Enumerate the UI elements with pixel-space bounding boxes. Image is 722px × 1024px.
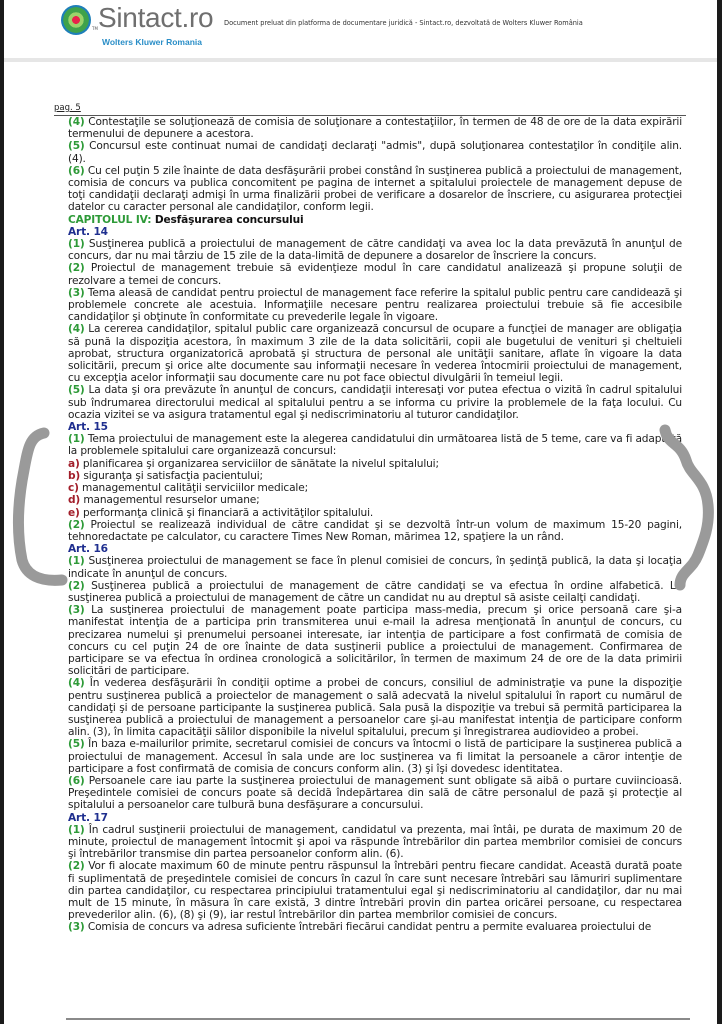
chapter-title: Desfăşurarea concursului (151, 213, 304, 226)
paragraph (68, 287, 682, 324)
list-item (68, 458, 682, 470)
paragraph (68, 140, 682, 164)
paragraph-text: Persoanele care iau parte la susţinerea proiectului de management sunt obligate să aibă o purtare cuviincioasă. Preşedintele comisiei de concurs poate să decidă îndepărtarea din sală de către personalul de pază şi protecţie al spitalului a persoanelor care tulbură buna desfăşurare a concursului. (68, 774, 682, 812)
page-bottom-divider (66, 1018, 690, 1020)
paragraph-number: (2) (68, 860, 85, 873)
paragraph-text: Tema aleasă de candidat pentru proiectul de management face referire la spitalul public pentru care candidează şi problemele concrete ale acestuia. Informaţiile necesare pentru realizarea proiectului trebuie să fie accesibile candidaţilor şi obţinute în conformitate cu prevederile legale în vigoare. (68, 286, 682, 324)
paragraph (68, 238, 682, 262)
paragraph-number: (3) (68, 286, 85, 299)
paragraph (68, 824, 682, 861)
list-item (68, 494, 682, 506)
paragraph-number: (1) (68, 823, 85, 836)
brand-subtitle: Wolters Kluwer Romania (102, 37, 202, 47)
paragraph-text: În baza e-mailurilor primite, secretarul comisiei de concurs va întocmi o listă de participare la susţinerea publică a proiectului de management. Accesul în sala unde are loc susţinerea va fi limitat la persoanele a căror intenţie de participare a fost confirmată de comisia de concurs conform alin. (3) şi îşi dovedesc identitatea. (68, 738, 682, 775)
paragraph-number: (4) (68, 323, 85, 336)
paragraph (68, 116, 682, 140)
list-letter: d) (68, 494, 81, 507)
paragraph-number: (6) (68, 164, 85, 177)
paragraph-number: (4) (68, 116, 85, 128)
paragraph (68, 604, 682, 677)
list-text: managementul resurselor umane; (80, 494, 260, 507)
paragraph-text: Proiectul de management trebuie să evidenţieze modul în care candidatul analizează şi propune soluţii de rezolvare a temei de concurs. (68, 262, 682, 287)
paragraph-text: În vederea desfăşurării în condiţii optime a probei de concurs, consiliul de administraţie va pune la dispoziţie pentru susţinerea publică a proiectelor de management o sală adecvată la nivelul spitalului în raport cu numărul de candidaţi şi de persoane participante la susţinerea publică. Sala pusă la dispoziţie va trebui să permită participarea la susţinerea publică a proiectului de management a persoanelor care şi-au manifestat intenţia de participare conform alin. (3), în limita capacităţii sălilor disponibile la nivelul spitalului, precum şi înregistrarea audiovideo a probei. (68, 677, 682, 739)
paragraph (68, 555, 682, 579)
paragraph-text: Cu cel puţin 5 zile înainte de data desfăşurării probei constând în susţinerea publică a proiectului de management, comisia de concurs va publica concomitent pe pagina de internet a spitalului proiectele de management depuse de toţi candidaţii declaraţi admişi în urma finalizării probei de verificare a dosarelor de înscriere, cu asigurarea protecţiei datelor cu caracter personal ale candidaţilor, conform legii. (68, 164, 682, 214)
paragraph (68, 677, 682, 738)
paragraph-text: La data şi ora prevăzute în anunţul de concurs, candidaţii interesaţi vor putea efectua o vizită în cadrul spitalului sub îndrumarea directorului medical al spitalului pentru a se informa cu privire la problemele de la faţa locului. Cu ocazia vizitei se va asigura tratamentul egal şi nediscriminatoriu al tuturor candidaţilor. (68, 384, 682, 421)
document-body (68, 116, 682, 934)
paragraph-number: (3) (68, 921, 85, 934)
paragraph-text: Proiectul se realizează individual de către candidat şi se dezvoltă într-un volum de maximum 15-20 pagini, tehnoredactate pe calculator, cu caractere Times New Roman, mărimea 12, spaţiere la un rând. (68, 518, 682, 543)
paragraph-text: Contestaţile se soluţionează de comisia de soluţionare a contestaţiilor, în termen de 48 de ore de la data expirării termenului de depunere a acestora. (68, 116, 682, 141)
list-text: managementul calităţii serviciilor medicale; (78, 482, 309, 495)
article-heading: Art. 17 (68, 811, 108, 824)
paragraph-number: (2) (68, 579, 85, 592)
list-letter: e) (68, 506, 80, 519)
document-page (4, 0, 717, 1024)
paragraph-number: (5) (68, 738, 85, 751)
article-heading: Art. 14 (68, 225, 108, 238)
list-letter: b) (68, 469, 81, 482)
page-number: pag. 5 (54, 103, 81, 113)
paragraph-text: La cererea candidaţilor, spitalul public care organizează concursul de ocupare a funcţiei de manager are obligaţia să pună la dispoziţia acestora, în maximum 3 zile de la data solicitării, copii ale bugetului de venituri şi cheltuieli aprobat, structura organizatorică aprobată şi structura de personal ale unităţii sanitare, aflate în vigoare la data solicitării, precum şi orice alte documente sau informaţii necesare în vederea întocmirii proiectului de management, cu excepţia acelor informaţii sau documente care nu pot face obiectul divulgării în temeiul legii. (68, 323, 682, 385)
paragraph-number: (6) (68, 774, 85, 787)
paragraph (68, 775, 682, 812)
list-text: siguranţa şi satisfacţia pacientului; (80, 469, 263, 482)
paragraph-number: (5) (68, 140, 85, 153)
list-text: planificarea şi organizarea serviciilor de sănătate la nivelul spitalului; (79, 457, 439, 470)
list-item (68, 482, 682, 494)
paragraph-number: (2) (68, 262, 85, 275)
paragraph-text: În cadrul susţinerii proiectului de management, candidatul va prezenta, mai întâi, pe durata de maximum 20 de minute, proiectul de management întocmit şi apoi va răspunde întrebărilor din partea membrilor comisiei de concurs şi întrebărilor transmise din partea persoanelor conform alin. (6). (68, 823, 682, 861)
header-divider (4, 58, 717, 62)
paragraph (68, 519, 682, 543)
paragraph-number: (2) (68, 518, 85, 531)
paragraph-text: Tema proiectului de management este la alegerea candidatului din următoarea listă de 5 teme, care va fi adaptată la problemele spitalului care organizează concursul: (68, 433, 682, 458)
paragraph (68, 580, 682, 604)
list-text: performanţa clinică şi financiară a activităţilor spitalului. (79, 506, 374, 519)
paragraph-number: (1) (68, 238, 85, 251)
header-description: Document preluat din platforma de documentare juridică - Sintact.ro, dezvoltată de Wolters Kluwer România (224, 19, 583, 27)
paragraph (68, 921, 682, 933)
paragraph (68, 165, 682, 214)
paragraph (68, 262, 682, 286)
paragraph-text: Comisia de concurs va adresa suficiente întrebări fiecărui candidat pentru a permite evaluarea proiectului de (84, 921, 652, 934)
document-header (4, 0, 717, 58)
brand-name: Sintact.ro (98, 2, 214, 33)
paragraph (68, 860, 682, 921)
paragraph-text: La susţinerea proiectului de management poate participa mass-media, precum şi orice persoană care şi-a manifestat intenţia de a participa prin transmiterea unui e-mail la adresa menţionată în anunţul de concurs, cu precizarea numelui şi prenumelui persoanei interesate, iar intenţia de participare a fost confirmată de comisia de concurs cu cel puţin 24 de ore înainte de data susţinerii publice a proiectului de management. Confirmarea de participare se va efectua în ordinea cronologică a solicitărilor, în termen de maximum 24 de ore de la data primirii solicitări de participare. (68, 604, 682, 678)
sintact-logo-icon (61, 5, 91, 35)
article-heading: Art. 16 (68, 543, 108, 556)
paragraph (68, 384, 682, 421)
paragraph-text: Vor fi alocate maximum 60 de minute pentru răspunsul la întrebări pentru fiecare candidat. Această durată poate fi suplimentată de preşedintele comisiei de concurs în cazul în care sunt necesare întrebări sau lămuriri suplimentare din partea candidaţilor, cu respectarea principiului tratamentului egal şi nediscriminatoriu al candidaţilor, dar nu mai mult de 15 minute, în măsura în care există, 3 dintre întrebări provin din partea oricărei persoane, cu respectarea prevederilor alin. (6), (8) şi (9), iar restul întrebărilor din partea membrilor comisiei de concurs. (68, 860, 682, 922)
paragraph (68, 433, 682, 457)
paragraph-text: Susţinerea publică a proiectului de management de către candidaţi se va efectua în ordine alfabetică. La susţinerea publică a proiectului de management de către un candidat nu au dreptul să asiste ceilalţi candidaţi. (68, 579, 682, 604)
paragraph-number: (5) (68, 384, 85, 397)
paragraph-text: Concursul este continuat numai de candidaţi declaraţi "admis", după soluţionarea contestaţilor în condiţile alin. (4). (68, 140, 682, 165)
paragraph-number: (1) (68, 433, 85, 446)
logo-trademark: TM (92, 26, 98, 31)
list-letter: a) (68, 457, 80, 470)
paragraph-text: Susţinerea proiectului de management se face în plenul comisiei de concurs, în şedinţă publică, la data şi locaţia indicate în anunţul de concurs. (68, 555, 682, 580)
paragraph-number: (1) (68, 555, 85, 568)
paragraph-number: (3) (68, 604, 85, 617)
paragraph (68, 738, 682, 775)
chapter-label: CAPITOLUL IV: (68, 213, 152, 226)
list-item (68, 507, 682, 519)
chapter-heading (68, 214, 682, 226)
paragraph-number: (4) (68, 677, 85, 690)
article-heading: Art. 15 (68, 421, 108, 434)
paragraph-text: Susţinerea publică a proiectului de management de către candidaţi va avea loc la data prevăzută în anunţul de concurs, dar nu mai târziu de 15 zile de la data-limită de depunere a dosarelor de înscriere la concurs. (68, 238, 682, 263)
list-item (68, 470, 682, 482)
paragraph (68, 323, 682, 384)
list-letter: c) (68, 482, 79, 495)
